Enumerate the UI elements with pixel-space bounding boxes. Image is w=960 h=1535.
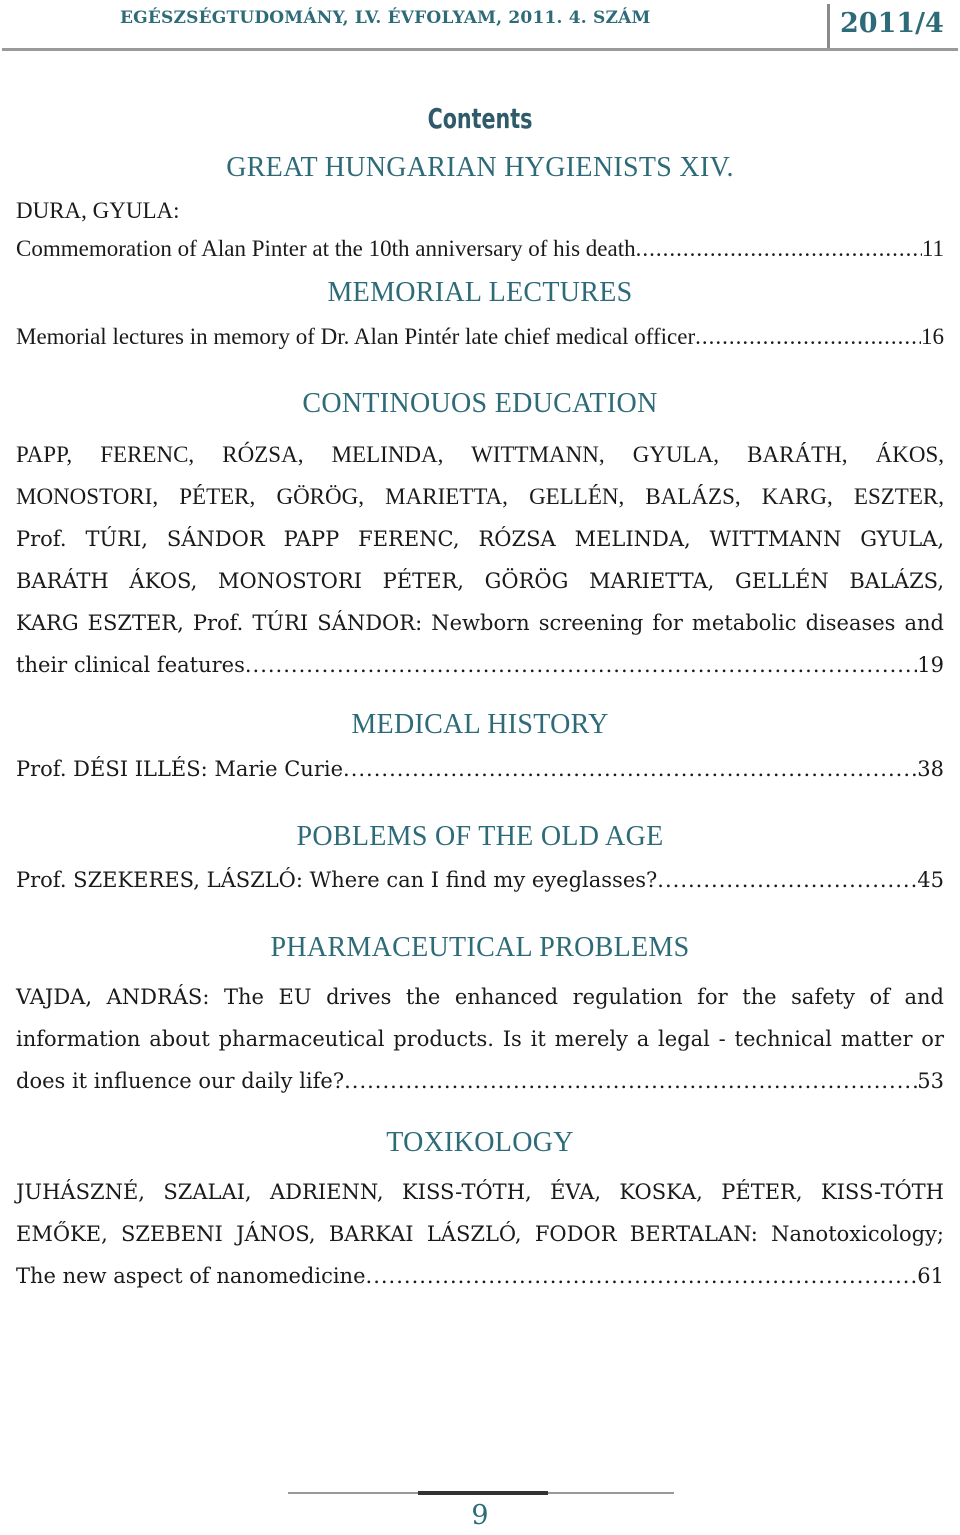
page-ref: 61 <box>917 1264 944 1288</box>
leader-dots <box>344 1060 917 1102</box>
section-heading-memorial: MEMORIAL LECTURES <box>327 277 633 308</box>
leader-dots <box>343 757 917 781</box>
entry-title-line <box>16 236 944 262</box>
page-ref: 19 <box>917 653 944 677</box>
header-divider <box>827 4 830 48</box>
leader-dots <box>636 236 922 262</box>
page-ref: 53 <box>917 1069 944 1093</box>
entry-line: VAJDA, ANDRÁS: The EU drives the enhanced regulation for the safety of and <box>16 985 944 1009</box>
toc-entry-eyeglasses <box>16 868 944 892</box>
entry-author: DURA, GYULA: <box>16 198 180 223</box>
section-heading-old-age: POBLEMS OF THE OLD AGE <box>296 821 664 852</box>
section-heading-pharmaceutical: PHARMACEUTICAL PROBLEMS <box>270 932 690 963</box>
entry-line: KARG ESZTER, Prof. TÚRI SÁNDOR: Newborn screening for metabolic diseases and <box>16 611 944 635</box>
journal-title: EGÉSZSÉGTUDOMÁNY, LV. ÉVFOLYAM, 2011. 4. SZÁM <box>120 8 651 28</box>
entry-line: JUHÁSZNÉ, SZALAI, ADRIENN, KISS-TÓTH, ÉVA, KOSKA, PÉTER, KISS-TÓTH <box>16 1180 944 1204</box>
issue-number: 2011/4 <box>840 8 944 39</box>
entry-title: Prof. DÉSI ILLÉS: Marie Curie <box>16 757 344 781</box>
entry-title-line <box>16 868 944 892</box>
entry-line: EMŐKE, SZEBENI JÁNOS, BARKAI LÁSZLÓ, FODOR BERTALAN: Nanotoxicology; <box>16 1222 944 1246</box>
entry-title: Prof. SZEKERES, LÁSZLÓ: Where can I find my eyeglasses? <box>16 868 658 892</box>
leader-dots <box>245 644 917 686</box>
entry-title: Commemoration of Alan Pinter at the 10th anniversary of his death <box>16 236 636 261</box>
page-number: 9 <box>471 1500 489 1531</box>
toc-entry-memorial-lectures <box>16 324 944 350</box>
entry-line: information about pharmaceutical products. Is it merely a legal - technical matter or <box>16 1027 944 1051</box>
entry-title: Memorial lectures in memory of Dr. Alan Pintér late chief medical officer <box>16 324 696 349</box>
entry-line: MONOSTORI, PÉTER, GÖRÖG, MARIETTA, GELLÉN, BALÁZS, KARG, ESZTER, <box>16 484 944 509</box>
running-header <box>0 0 960 52</box>
entry-title: does it influence our daily life? <box>16 1069 345 1093</box>
leader-dots <box>366 1255 918 1297</box>
entry-title: The new aspect of nanomedicine <box>16 1264 366 1288</box>
entry-line: BARÁTH ÁKOS, MONOSTORI PÉTER, GÖRÖG MARIETTA, GELLÉN BALÁZS, <box>16 569 944 593</box>
leader-dots <box>695 324 921 350</box>
page-ref: 38 <box>917 757 944 781</box>
section-heading-history: MEDICAL HISTORY <box>351 709 609 740</box>
toc-entry-eu-regulation <box>16 976 944 1102</box>
contents-title: Contents <box>427 102 533 135</box>
entry-title-line <box>16 1060 944 1102</box>
entry-title-line <box>16 644 944 686</box>
entry-title-line <box>16 1255 944 1297</box>
entry-line: Prof. TÚRI, SÁNDOR PAPP FERENC, RÓZSA MELINDA, WITTMANN GYULA, <box>16 527 944 551</box>
toc-entry-newborn-screening <box>16 434 944 686</box>
entry-title: their clinical features <box>16 653 245 677</box>
header-rule <box>2 48 958 51</box>
page-ref: 16 <box>921 324 944 349</box>
entry-title-line <box>16 324 944 350</box>
toc-entry-commemoration <box>16 198 944 262</box>
page-ref: 11 <box>921 236 944 261</box>
leader-dots <box>657 868 917 892</box>
section-heading-hygienists: GREAT HUNGARIAN HYGIENISTS XIV. <box>226 152 734 183</box>
page-ref: 45 <box>917 868 944 892</box>
toc-entry-nanotoxicology <box>16 1171 944 1297</box>
entry-line: PAPP, FERENC, RÓZSA, MELINDA, WITTMANN, GYULA, BARÁTH, ÁKOS, <box>16 442 944 467</box>
section-heading-education: CONTINOUOS EDUCATION <box>302 388 658 419</box>
entry-title-line <box>16 757 944 781</box>
footer-rule-accent <box>418 1491 548 1495</box>
toc-entry-marie-curie <box>16 757 944 781</box>
section-heading-toxikology: TOXIKOLOGY <box>386 1127 574 1158</box>
